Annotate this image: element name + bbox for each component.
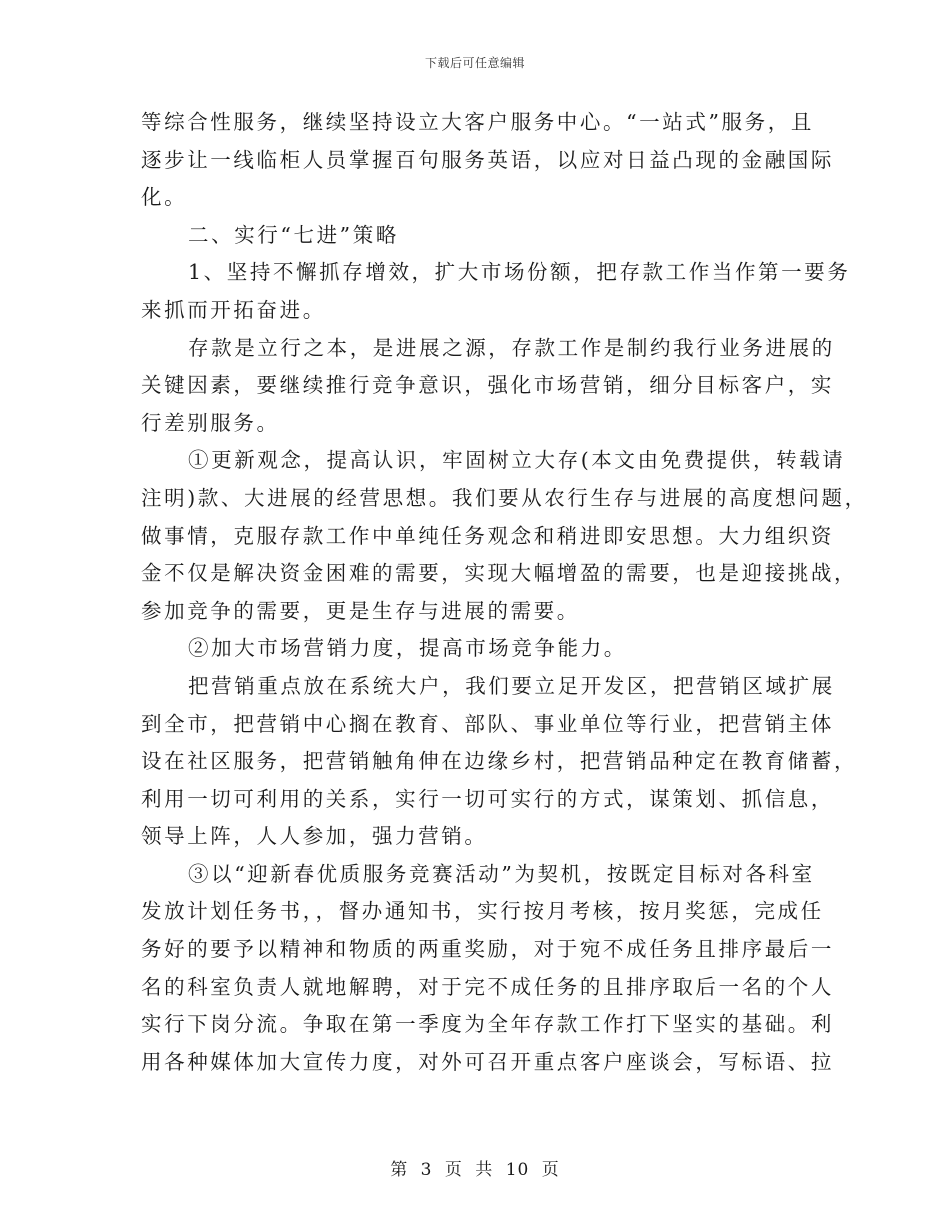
text-line: 利用一切可利用的关系，实行一切可实行的方式，谋策划、抓信息， [141, 786, 834, 811]
text-line: 到全市，把营销中心搁在教育、部队、事业单位等行业，把营销主体 [141, 711, 834, 736]
text-line: 用各种媒体加大宣传力度，对外可召开重点客户座谈会，写标语、拉 [141, 1049, 834, 1074]
text-line: ②加大市场营销力度，提高市场竞争能力。 [188, 636, 627, 661]
text-line: 行差别服务。 [141, 410, 280, 435]
text-line: 设在社区服务，把营销触角伸在边缘乡村，把营销品种定在教育储蓄， [141, 749, 858, 774]
text-line: 发放计划任务书，，督办通知书，实行按月考核，按月奖惩，完成任 [141, 899, 824, 924]
text-line: 务好的要予以精神和物质的两重奖励，对于宛不成任务且排序最后一 [141, 937, 834, 962]
text-line: 注明)款、大进展的经营思想。我们要从农行生存与进展的高度想问题， [141, 485, 868, 510]
text-line: 逐步让一线临柜人员掌握百句服务英语，以应对日益凸现的金融国际 [141, 147, 834, 172]
page-number-footer: 第 3 页 共 10 页 [390, 1160, 560, 1180]
page-header: 下载后可任意编辑 [424, 56, 525, 70]
text-line: 化。 [141, 185, 188, 210]
text-line: 实行下岗分流。争取在第一季度为全年存款工作打下坚实的基础。利 [141, 1012, 834, 1037]
text-line: 等综合性服务，继续坚持设立大客户服务中心。“一站式”服务，且 [141, 110, 814, 134]
text-line: 金不仅是解决资金困难的需要，实现大幅增盈的需要，也是迎接挑战， [141, 561, 858, 586]
text-line: ①更新观念，提高认识，牢固树立大存(本文由免费提供，转载请 [188, 448, 846, 473]
text-line: 名的科室负责人就地解聘，对于完不成任务的且排序取后一名的个人 [141, 974, 834, 999]
text-line: 把营销重点放在系统大户，我们要立足开发区，把营销区域扩展 [188, 673, 835, 698]
text-line: 存款是立行之本，是进展之源，存款工作是制约我行业务进展的 [188, 335, 835, 360]
section-heading: 二、实行“七进”策略 [188, 222, 399, 247]
text-line: 参加竞争的需要，更是生存与进展的需要。 [141, 598, 580, 623]
text-line: 做事情，克服存款工作中单纯任务观念和稍进即安思想。大力组织资 [141, 523, 834, 548]
document-body [141, 104, 868, 1081]
text-line: 1、坚持不懈抓存增效，扩大市场份额，把存款工作当作第一要务 [188, 260, 851, 285]
text-line: ③以“迎新春优质服务竞赛活动”为契机，按既定目标对各科室 [188, 861, 815, 886]
text-line: 关键因素，要继续推行竞争意识，强化市场营销，细分目标客户，实 [141, 373, 834, 398]
text-line: 领导上阵，人人参加，强力营销。 [141, 824, 488, 849]
text-line: 来抓而开拓奋进。 [141, 297, 326, 322]
